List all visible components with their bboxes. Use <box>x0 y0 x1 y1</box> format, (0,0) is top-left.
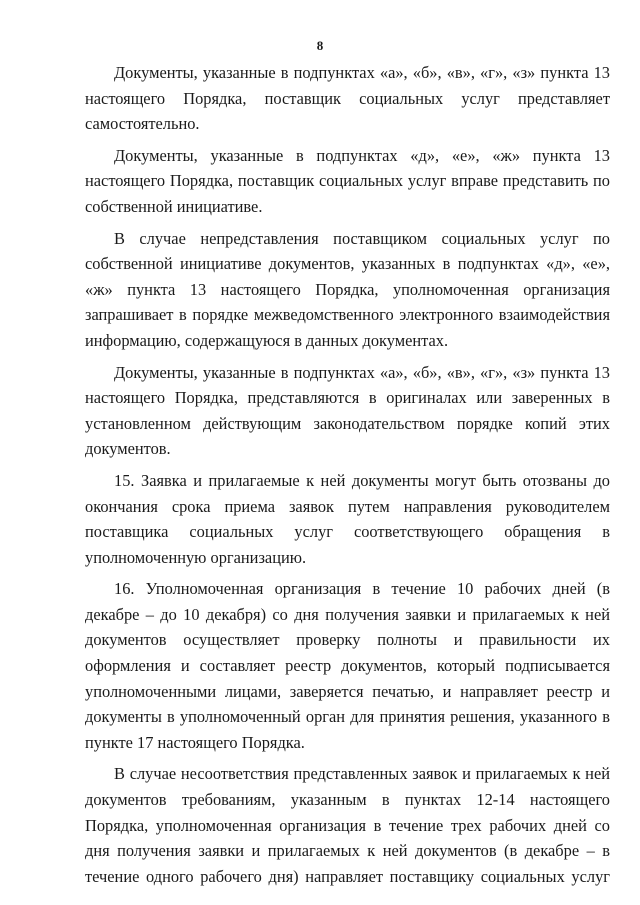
paragraph-2: Документы, указанные в подпунктах «д», «е», «ж» пункта 13 настоящего Порядка, поставщик социальных услуг вправе представить по собственной инициативе. <box>85 145 610 216</box>
paragraph-6: 16. Уполномоченная организация в течение 10 рабочих дней (в декабре – до 10 декабря) со дня получения заявки и прилагаемых к ней документов осуществляет проверку полноты и правильности их оформления и составляет реестр документов, который подписывается уполномоченными лицами, заверяется печатью, и направляет реестр и документы в уполномоченный орган для принятия решения, указанного в пункте 17 настоящего Порядка. <box>85 579 610 752</box>
paragraph-5: 15. Заявка и прилагаемые к ней документы могут быть отозваны до окончания срока приема заявок путем направления руководителем поставщика социальных услуг соответствующего обращения в уполномоченную организацию. <box>85 470 610 567</box>
paragraph-3: В случае непредставления поставщиком социальных услуг по собственной инициативе документов, указанных в подпунктах «д», «е», «ж» пункта 13 настоящего Порядка, уполномоченная организация запрашивает в порядке межведомственного электронного взаимодействия информацию, содержащуюся в данных документах. <box>85 228 610 350</box>
paragraph-4: Документы, указанные в подпунктах «а», «б», «в», «г», «з» пункта 13 настоящего Порядка, представляются в оригиналах или заверенных в установленном действующим законодательством порядке копий этих документов. <box>85 362 610 459</box>
paragraph-7: В случае несоответствия представленных заявок и прилагаемых к ней документов требованиям, указанным в пунктах 12-14 настоящего Порядка, уполномоченная организация в течение трех рабочих дней со дня получения заявки и прилагаемых к ней документов (в декабре – в течение одного рабочего дня) направляет поставщику социальных услуг <box>85 764 610 886</box>
paragraph-1: Документы, указанные в подпунктах «а», «б», «в», «г», «з» пункта 13 настоящего Порядка, поставщик социальных услуг представляет самостоятельно. <box>85 63 610 134</box>
document-body <box>85 60 610 895</box>
page-number: 8 <box>316 38 324 53</box>
